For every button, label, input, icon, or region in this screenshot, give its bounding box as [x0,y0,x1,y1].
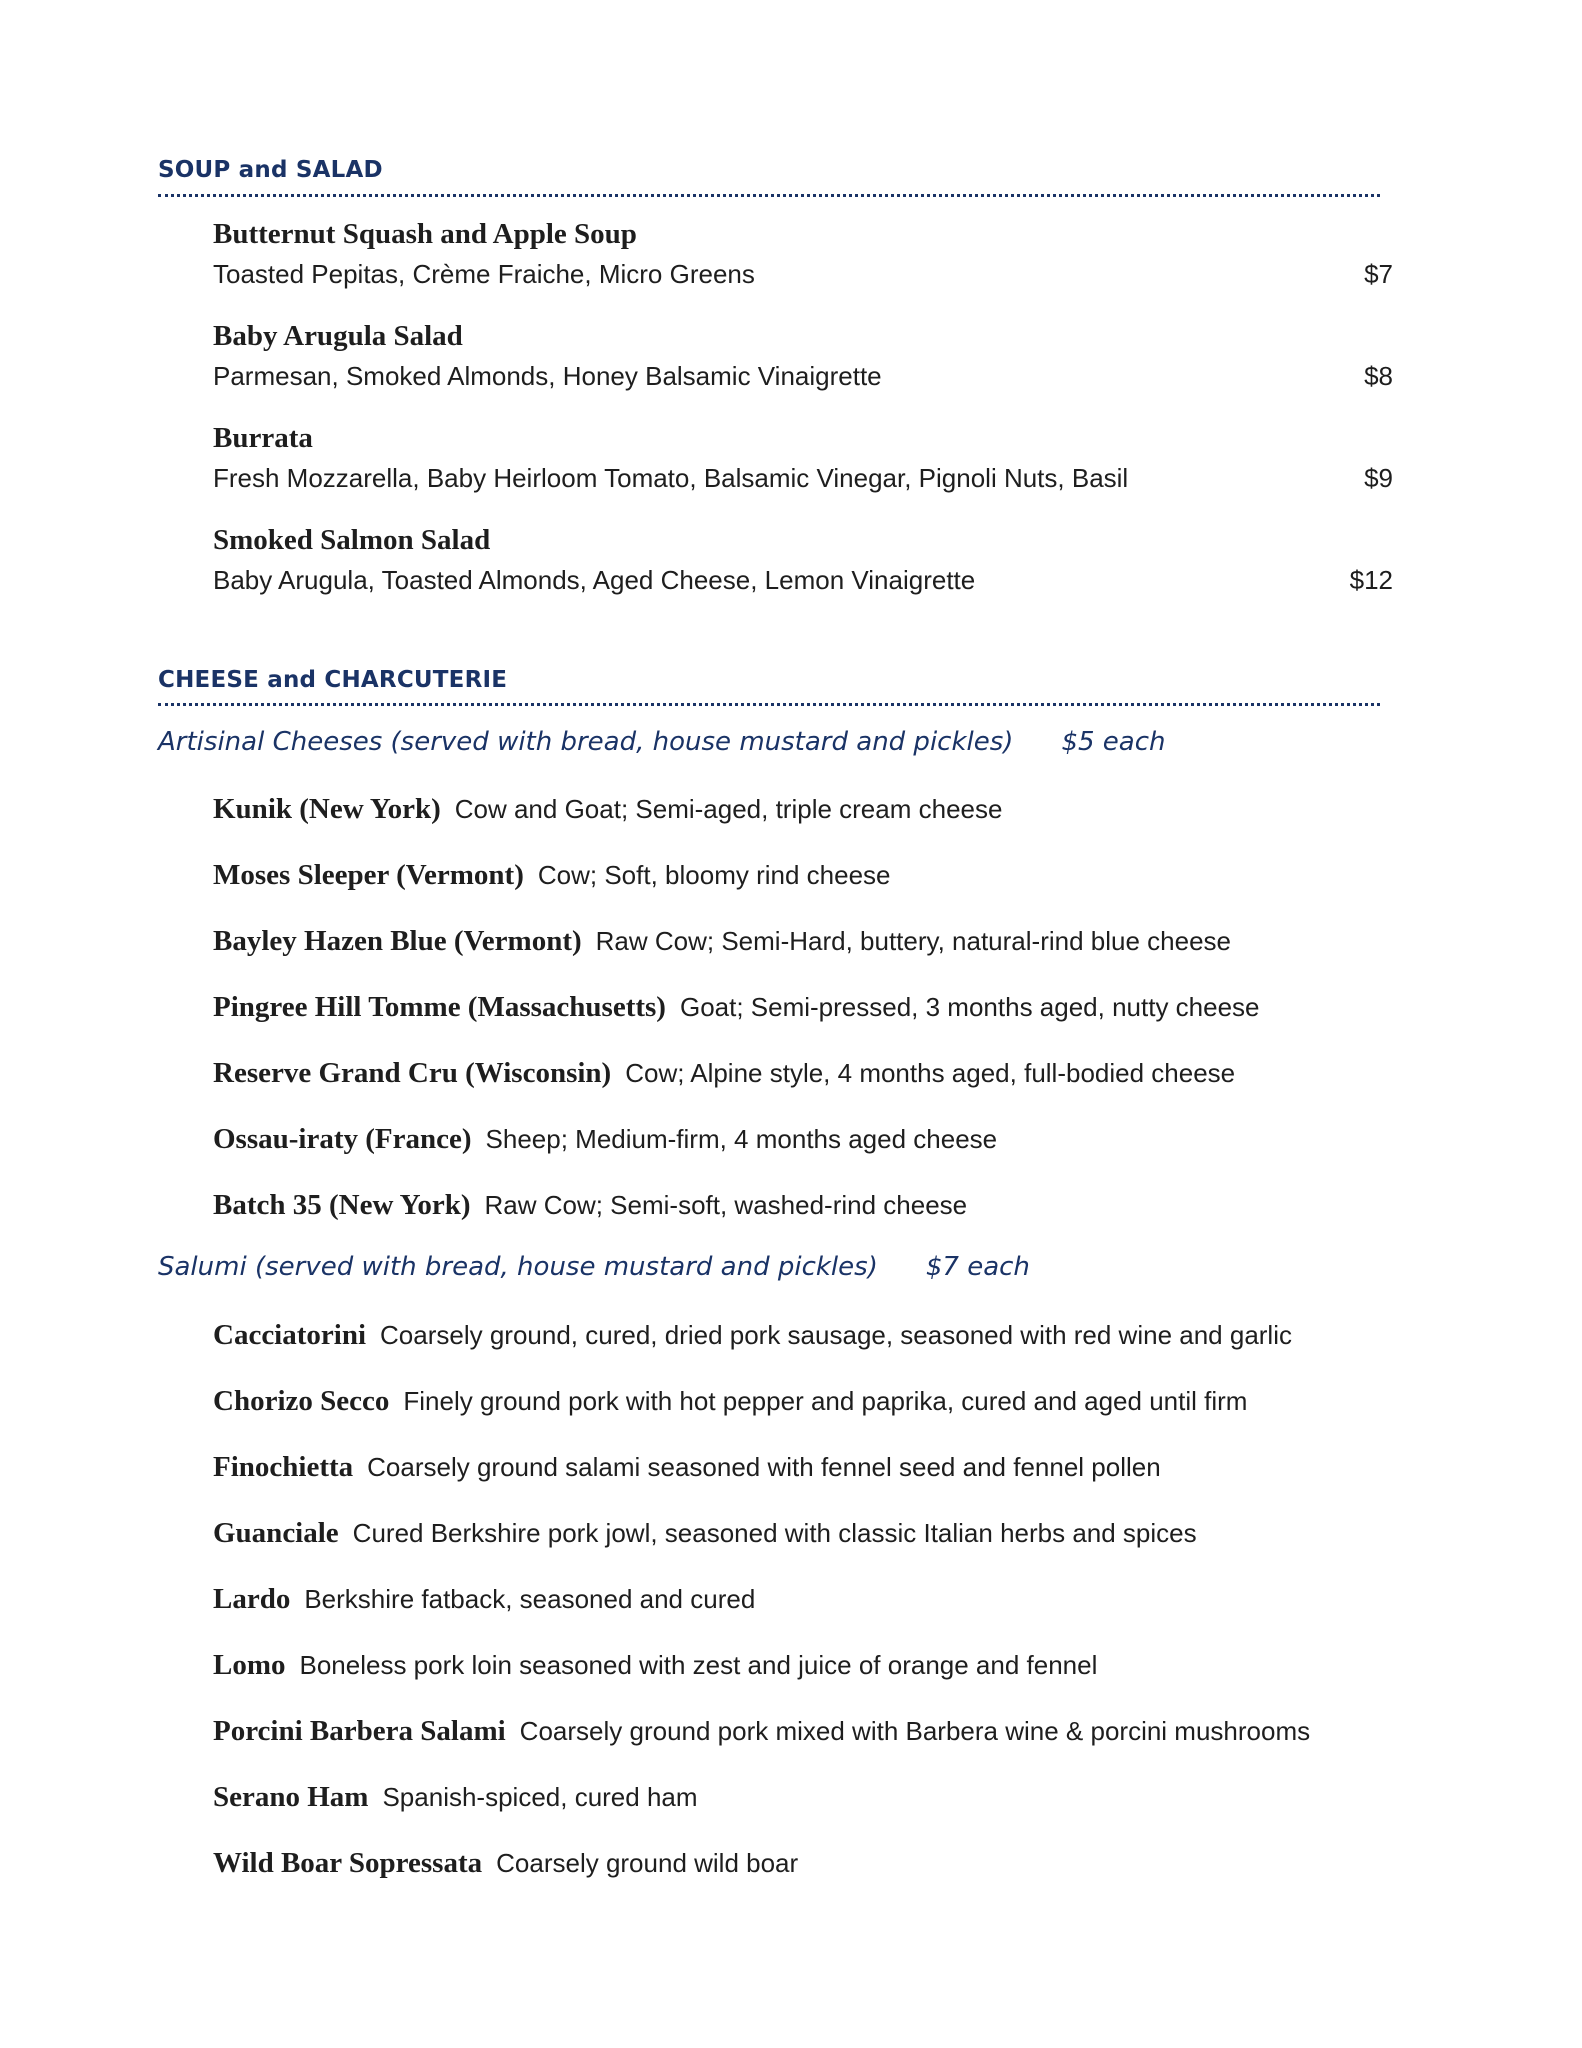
dish-name: Smoked Salmon Salad [213,524,491,556]
item-description: Coarsely ground pork mixed with Barbera wine & porcini mushrooms [519,1716,1311,1746]
item-description: Coarsely ground salami seasoned with fennel seed and fennel pollen [367,1452,1161,1482]
salumi-item [213,1843,798,1888]
dish-burrata [213,420,1393,498]
item-description: Goat; Semi-pressed, 3 months aged, nutty cheese [679,992,1260,1022]
item-description: Berkshire fatback, seasoned and cured [304,1584,756,1614]
dish-description: Baby Arugula, Toasted Almonds, Aged Cheese, Lemon Vinaigrette [213,565,976,595]
dish-description: Fresh Mozzarella, Baby Heirloom Tomato, Balsamic Vinegar, Pignoli Nuts, Basil [213,463,1129,493]
cheese-item [213,1053,1235,1098]
dish-price: $7 [1364,259,1393,289]
salumi-item [213,1711,1310,1756]
salumi-item [213,1447,1161,1492]
subheading-label: Artisinal Cheeses (served with bread, house mustard and pickles) [158,727,1014,757]
item-name: Lardo [213,1583,291,1615]
cheese-item [213,789,1002,834]
cheese-item [213,987,1260,1032]
salumi-item [213,1777,698,1822]
item-name: Serano Ham [213,1781,369,1813]
subheading-salumi [158,1252,1030,1282]
item-name: Moses Sleeper (Vermont) [213,859,524,891]
item-name: Reserve Grand Cru (Wisconsin) [213,1057,612,1089]
item-name: Batch 35 (New York) [213,1189,471,1221]
cheese-item [213,855,891,900]
dish-name: Burrata [213,422,313,454]
dish-price: $12 [1349,565,1393,595]
section-heading-cheese-charcuterie: CHEESE and CHARCUTERIE [158,667,508,693]
salumi-item [213,1513,1197,1558]
salumi-item [213,1381,1247,1426]
item-description: Raw Cow; Semi-soft, washed-rind cheese [484,1190,968,1220]
cheese-item [213,1119,997,1164]
subheading-price: $5 each [1061,727,1166,757]
item-description: Boneless pork loin seasoned with zest and juice of orange and fennel [299,1650,1098,1680]
item-description: Cow and Goat; Semi-aged, triple cream cheese [454,794,1003,824]
cheese-item [213,921,1231,966]
item-description: Cow; Alpine style, 4 months aged, full-bodied cheese [625,1058,1236,1088]
dotted-divider [158,703,1380,706]
item-name: Lomo [213,1649,286,1681]
dish-name: Baby Arugula Salad [213,320,463,352]
dish-description: Toasted Pepitas, Crème Fraiche, Micro Greens [213,259,755,289]
subheading-price: $7 each [925,1252,1030,1282]
item-name: Kunik (New York) [213,793,441,825]
item-name: Porcini Barbera Salami [213,1715,506,1747]
item-description: Raw Cow; Semi-Hard, buttery, natural-rind blue cheese [595,926,1231,956]
dish-smoked-salmon-salad [213,522,1393,600]
item-name: Wild Boar Sopressata [213,1847,483,1879]
salumi-item [213,1645,1097,1690]
subheading-cheeses [158,727,1166,757]
item-name: Chorizo Secco [213,1385,390,1417]
dish-price: $9 [1364,463,1393,493]
item-name: Cacciatorini [213,1319,367,1351]
item-name: Finochietta [213,1451,354,1483]
item-description: Cured Berkshire pork jowl, seasoned with classic Italian herbs and spices [352,1518,1197,1548]
item-name: Bayley Hazen Blue (Vermont) [213,925,582,957]
dish-butternut-soup [213,216,1393,294]
item-description: Cow; Soft, bloomy rind cheese [537,860,891,890]
item-description: Spanish-spiced, cured ham [382,1782,698,1812]
section-heading-soup-salad: SOUP and SALAD [158,157,383,183]
cheese-item [213,1185,967,1230]
item-name: Pingree Hill Tomme (Massachusetts) [213,991,666,1023]
salumi-item [213,1579,755,1624]
dish-price: $8 [1364,361,1393,391]
dish-name: Butternut Squash and Apple Soup [213,218,637,250]
item-description: Coarsely ground, cured, dried pork sausage, seasoned with red wine and garlic [380,1320,1292,1350]
item-name: Guanciale [213,1517,339,1549]
item-description: Sheep; Medium-firm, 4 months aged cheese [485,1124,998,1154]
item-description: Finely ground pork with hot pepper and paprika, cured and aged until firm [403,1386,1248,1416]
subheading-label: Salumi (served with bread, house mustard and pickles) [158,1252,878,1282]
dish-baby-arugula-salad [213,318,1393,396]
item-description: Coarsely ground wild boar [496,1848,799,1878]
dotted-divider [158,194,1380,197]
salumi-item [213,1315,1292,1360]
item-name: Ossau-iraty (France) [213,1123,472,1155]
dish-description: Parmesan, Smoked Almonds, Honey Balsamic Vinaigrette [213,361,882,391]
